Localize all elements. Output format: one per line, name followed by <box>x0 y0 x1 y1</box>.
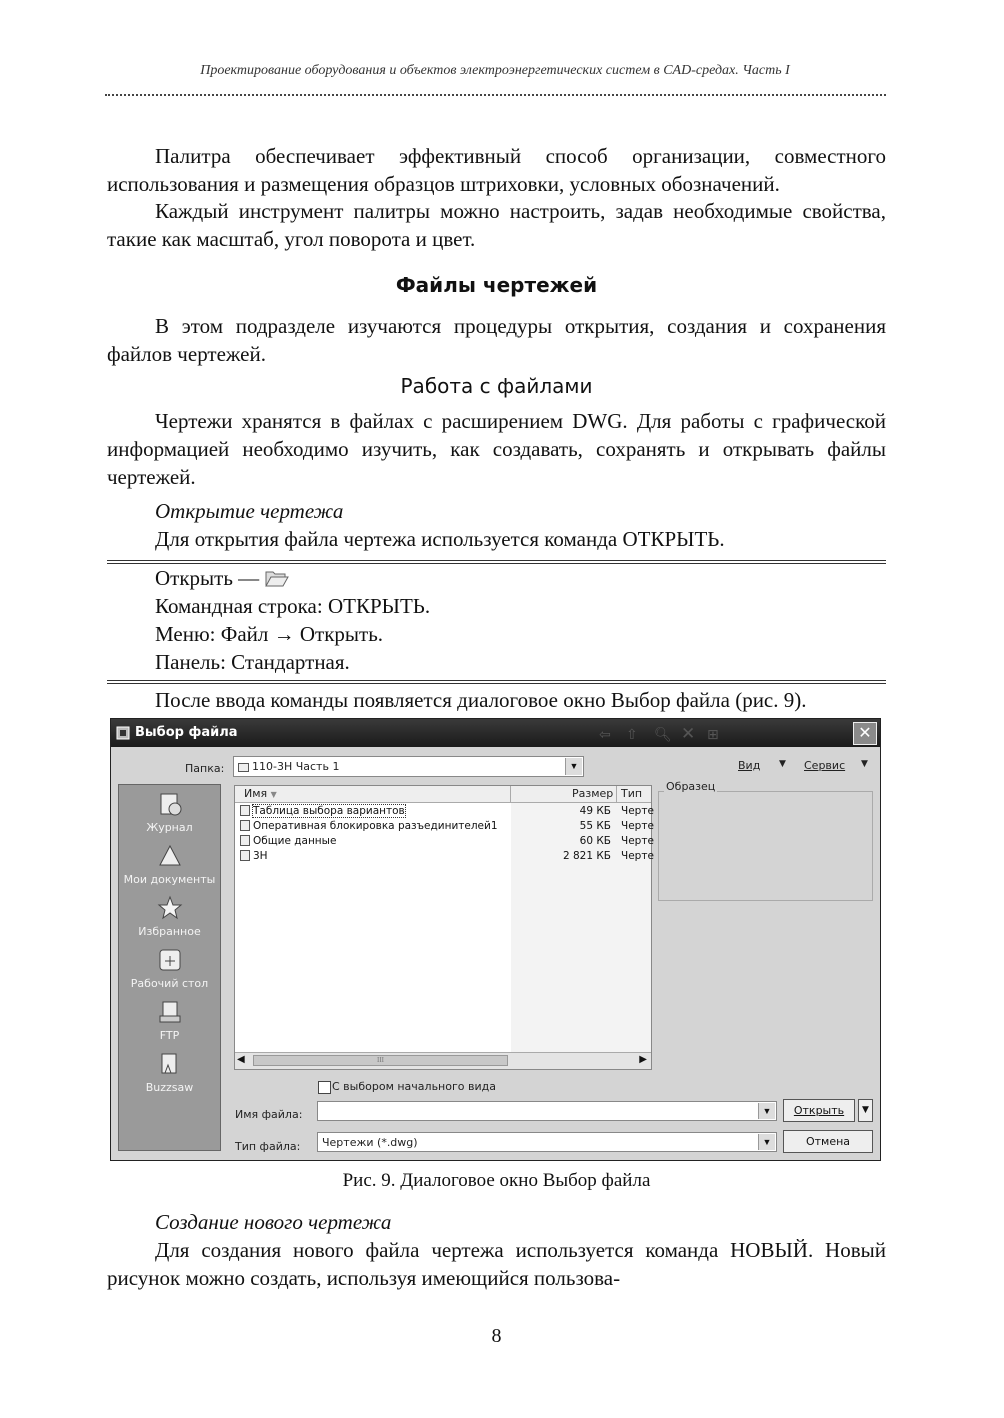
page-number: 8 <box>491 1325 502 1347</box>
section-title: Файлы чертежей <box>395 273 598 297</box>
dialog-title: Выбор файла <box>135 725 238 740</box>
open-options-icon[interactable]: ▼ <box>858 1099 873 1122</box>
column-type[interactable]: Тип <box>621 787 643 800</box>
file-row[interactable]: Таблица выбора вариантов <box>240 805 405 817</box>
folder-label: Папка: <box>185 762 225 775</box>
file-list[interactable] <box>234 785 652 1070</box>
folder-open-icon <box>264 568 290 588</box>
documents-icon <box>157 843 183 869</box>
running-header: Проектирование оборудования и объектов электроэнергетических систем в CAD-средах. Часть I <box>200 63 790 78</box>
horizontal-scrollbar[interactable] <box>235 1052 651 1069</box>
open-drawing-title: Открытие чертежа <box>155 499 344 523</box>
file-row[interactable]: 3Н <box>240 850 268 862</box>
paragraph-dwg: Чертежи хранятся в файлах с расширением DWG. Для работы с графической информацией необходимо изучить, как создавать, сохранять и открывать файлы чертежей. <box>107 409 886 489</box>
column-name[interactable]: Имя ▼ <box>244 787 277 800</box>
file-select-dialog <box>110 718 881 1161</box>
scroll-right-icon[interactable]: ▶ <box>639 1054 647 1065</box>
file-list-header <box>235 786 651 803</box>
file-size: 55 КБ <box>579 820 611 832</box>
places-history[interactable]: Журнал <box>119 791 220 834</box>
file-type: Черте <box>621 850 654 862</box>
filetype-label: Тип файла: <box>235 1140 301 1153</box>
up-folder-icon[interactable]: ⇧ <box>626 727 638 743</box>
folder-icon <box>238 763 249 772</box>
new-folder-icon[interactable]: ⊞ <box>707 727 719 743</box>
places-my-documents[interactable]: Мои документы <box>119 843 220 886</box>
close-button[interactable]: ✕ <box>853 722 877 745</box>
back-icon[interactable]: ⇦ <box>599 727 611 743</box>
dialog-titlebar <box>111 719 880 747</box>
desktop-icon <box>157 947 183 973</box>
file-type: Черте <box>621 820 654 832</box>
scroll-left-icon[interactable]: ◀ <box>237 1054 245 1065</box>
buzzsaw-icon <box>157 1051 183 1077</box>
open-button[interactable]: Открыть <box>783 1099 855 1122</box>
initial-view-label: С выбором начального вида <box>332 1080 496 1093</box>
paragraph-new-command: Для создания нового файла чертежа используется команда НОВЫЙ. Новый рисунок можно создать, используя имеющийся пользова- <box>107 1238 886 1290</box>
tools-menu[interactable]: Сервис <box>804 759 846 772</box>
search-icon[interactable]: 🔍︎ <box>654 727 672 743</box>
delete-icon[interactable]: ✕ <box>681 724 696 744</box>
command-panel-text: Панель: Стандартная. <box>155 650 350 674</box>
file-size: 2 821 КБ <box>562 850 611 862</box>
command-box-bottom-rule <box>107 680 886 684</box>
column-size[interactable]: Размер <box>572 787 614 800</box>
subsection-title: Работа с файлами <box>400 374 593 398</box>
tools-dropdown-icon[interactable]: ▼ <box>861 759 868 769</box>
paragraph-palette: Палитра обеспечивает эффективный способ организации, совместного использования и размещения образцов штриховки, условных обозначений. <box>107 144 886 196</box>
paragraph-dialog-intro: После ввода команды появляется диалоговое окно Выбор файла (рис. 9). <box>155 688 807 712</box>
file-row[interactable]: Оперативная блокировка разъединителей1 <box>240 820 498 832</box>
places-buzzsaw[interactable]: Buzzsaw <box>119 1051 220 1094</box>
file-row[interactable]: Общие данные <box>240 835 336 847</box>
folder-select[interactable] <box>233 756 584 777</box>
paragraph-open-command: Для открытия файла чертежа используется команда ОТКРЫТЬ. <box>155 527 725 551</box>
file-size: 49 КБ <box>579 805 611 817</box>
new-drawing-title: Создание нового чертежа <box>155 1210 392 1234</box>
folder-value: 110-3Н Часть 1 <box>238 760 339 773</box>
initial-view-checkbox[interactable] <box>318 1081 331 1094</box>
places-ftp[interactable]: FTP <box>119 999 220 1042</box>
preview-label: Образец <box>666 780 716 793</box>
figure-caption: Рис. 9. Диалоговое окно Выбор файла <box>342 1170 651 1191</box>
file-type: Черте <box>621 835 654 847</box>
command-line-text: Командная строка: ОТКРЫТЬ. <box>155 594 431 618</box>
filetype-select[interactable] <box>317 1132 777 1152</box>
places-bar <box>118 784 221 1151</box>
filename-input[interactable] <box>317 1101 777 1121</box>
command-menu-text: Меню: Файл → Открыть. <box>155 622 384 646</box>
scroll-thumb[interactable]: III <box>253 1055 508 1066</box>
command-open-line: Открыть — <box>155 564 290 592</box>
preview-group <box>658 791 873 901</box>
view-menu[interactable]: Вид <box>738 759 761 772</box>
app-icon <box>116 726 130 740</box>
file-size: 60 КБ <box>579 835 611 847</box>
history-icon <box>157 791 183 817</box>
places-desktop[interactable]: Рабочий стол <box>119 947 220 990</box>
cancel-button[interactable]: Отмена <box>783 1130 873 1153</box>
ftp-icon <box>157 999 183 1025</box>
filename-label: Имя файла: <box>235 1108 303 1121</box>
chevron-down-icon[interactable]: ▼ <box>565 758 582 775</box>
places-favorites[interactable]: Избранное <box>119 895 220 938</box>
paragraph-intro: В этом подразделе изучаются процедуры открытия, создания и сохранения файлов чертежей. <box>107 314 886 366</box>
filename-dropdown-icon[interactable]: ▼ <box>758 1103 775 1119</box>
filetype-value: Чертежи (*.dwg) <box>322 1136 418 1149</box>
header-rule <box>105 94 886 96</box>
star-icon <box>157 895 183 921</box>
paragraph-tools: Каждый инструмент палитры можно настроить, задав необходимые свойства, такие как масштаб, угол поворота и цвет. <box>107 199 886 251</box>
view-dropdown-icon[interactable]: ▼ <box>779 759 786 769</box>
file-type: Черте <box>621 805 654 817</box>
filetype-dropdown-icon[interactable]: ▼ <box>758 1134 775 1150</box>
